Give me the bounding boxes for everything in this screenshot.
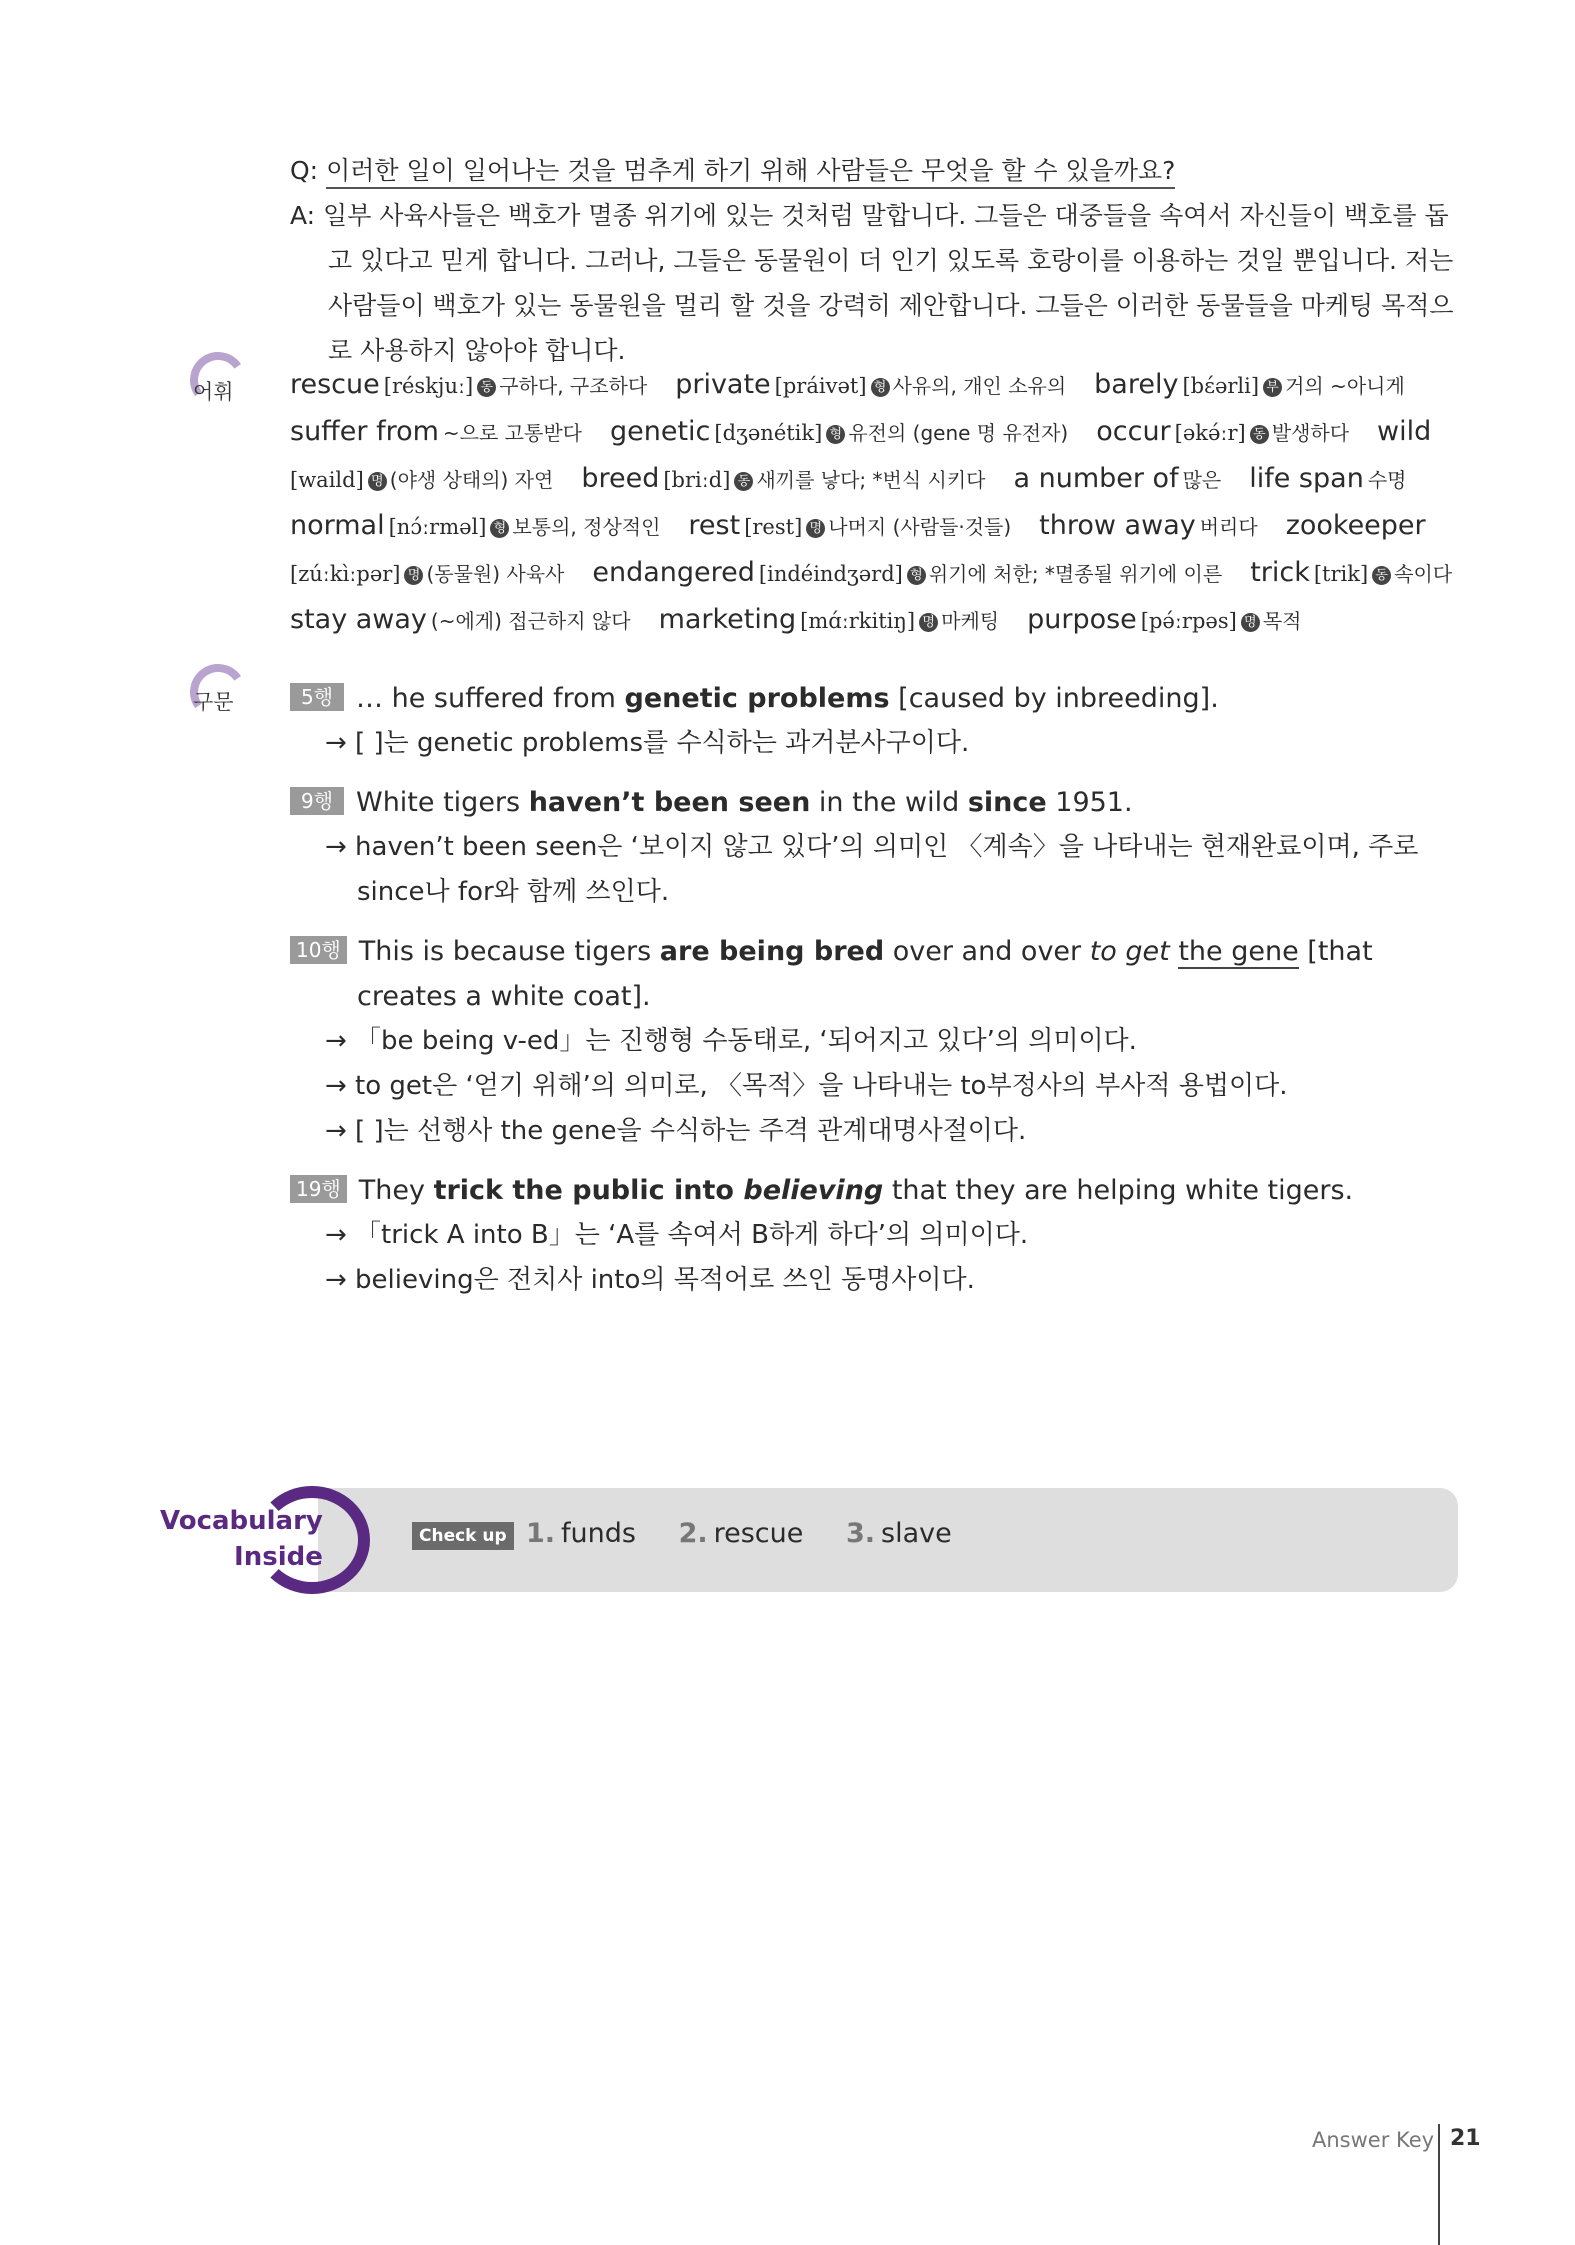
vocab-row: [290, 362, 1470, 409]
vocab-pos-icon: 형: [490, 519, 509, 538]
vocab-word: breed: [581, 463, 660, 494]
bold-text: are being bred: [659, 936, 885, 967]
vocab-phonetic: [bɛ́ərli]: [1182, 374, 1260, 398]
vocab-meaning: (동물원) 사육사: [426, 562, 565, 586]
vocab-phonetic: [rest]: [744, 515, 803, 539]
vocab-row: [290, 597, 1470, 644]
vocab-meaning: 구하다, 구조하다: [499, 374, 648, 398]
vocab-phonetic: [nɔ́ːrməl]: [388, 515, 487, 539]
vocab-inside-title: [160, 1503, 323, 1575]
answer-word: slave: [881, 1518, 952, 1549]
question: [290, 148, 1460, 193]
vocab-word: life span: [1249, 463, 1364, 494]
page-number: 21: [1450, 2126, 1481, 2151]
grammar-note: → to get은 ‘얻기 위해’의 의미로, 〈목적〉을 나타내는 to부정사의 부사적 용법이다.: [325, 1071, 1288, 1101]
line-number-tag: 10행: [290, 936, 347, 964]
check-up-answers: [526, 1518, 986, 1549]
grammar-sentence: [290, 1168, 1470, 1213]
vocab-word: suffer from: [290, 416, 439, 447]
vocab-meaning: 속이다: [1394, 562, 1453, 586]
vocab-pos-icon: 동: [477, 378, 496, 397]
grammar-sentence: [290, 780, 1470, 825]
line-number-tag: 9행: [290, 787, 344, 815]
vocab-inside-title-line1: Vocabulary: [160, 1506, 323, 1536]
vocab-row: [290, 409, 1470, 456]
bold-text: genetic problems: [624, 683, 890, 714]
answer-text: 일부 사육사들은 백호가 멸종 위기에 있는 것처럼 말합니다. 그들은 대중들을 속여서 자신들이 백호를 돕고 있다고 믿게 합니다. 그러나, 그들은 동물원이 더 인기 있도록 호랑이를 이용하는 것일 뿐입니다. 저는 사람들이 백호가 있는 동물원을 멀리 할 것을 강력히 제안합니다. 그들은 이러한 동물들을 마케팅 목적으로 사용하지 않아야 합니다.: [323, 201, 1454, 365]
answer-number: 2.: [678, 1518, 708, 1549]
vocab-word: rescue: [290, 369, 380, 400]
vocab-meaning: 목적: [1262, 609, 1302, 633]
vocab-phonetic: [réskjuː]: [383, 374, 474, 398]
vocab-phonetic: [waild]: [290, 468, 364, 492]
vocab-word: genetic: [609, 416, 711, 447]
grammar-note: → believing은 전치사 into의 목적어로 쓰인 동명사이다.: [325, 1265, 975, 1295]
vocab-inside-title-line2: Inside: [234, 1542, 323, 1572]
vocab-pos-icon: 형: [871, 378, 890, 397]
vocab-phonetic: [zúːkìːpər]: [290, 562, 401, 586]
grammar-item: [290, 676, 1470, 766]
bold-text: trick the public into: [433, 1175, 744, 1206]
vocab-word: purpose: [1027, 604, 1137, 635]
vocab-meaning: 새끼를 낳다; *번식 시키다: [756, 468, 986, 492]
vocab-word: occur: [1096, 416, 1171, 447]
answer-prefix: A:: [290, 201, 324, 230]
vocab-pos-icon: 명: [806, 519, 825, 538]
vocab-meaning: 수명: [1367, 468, 1407, 492]
vocab-word: barely: [1094, 369, 1179, 400]
footer-label: Answer Key: [1312, 2128, 1435, 2152]
footer-divider: [1438, 2124, 1440, 2245]
vocab-meaning: 사유의, 개인 소유의: [892, 374, 1067, 398]
sentence-text: They: [358, 1175, 434, 1206]
line-number-tag: 19행: [290, 1175, 347, 1203]
vocab-pos-icon: 형: [826, 425, 845, 444]
line-number-tag: 5행: [290, 683, 344, 711]
vocab-pos-icon: 명: [368, 472, 387, 491]
question-prefix: Q:: [290, 156, 327, 185]
vocab-phonetic: [práivət]: [774, 374, 867, 398]
grammar-sentence: [290, 929, 1470, 1019]
grammar-note: → [ ]는 선행사 the gene을 수식하는 주격 관계대명사절이다.: [325, 1116, 1027, 1146]
italic-text: to get: [1089, 936, 1170, 967]
answer-number: 3.: [845, 1518, 876, 1549]
vocab-pos-icon: 명: [919, 613, 938, 632]
grammar-note: → [ ]는 genetic problems를 수식하는 과거분사구이다.: [325, 728, 970, 758]
vocab-row: [290, 456, 1470, 503]
vocab-meaning: 많은: [1182, 468, 1222, 492]
vocab-meaning: 마케팅: [941, 609, 1000, 633]
vocab-word: endangered: [592, 557, 755, 588]
sentence-text: over and over: [884, 936, 1090, 967]
answer: [290, 193, 1460, 373]
vocab-meaning: (야생 상태의) 자연: [389, 468, 554, 492]
vocab-word: throw away: [1039, 510, 1196, 541]
sentence-text: that they are helping white tigers.: [883, 1175, 1354, 1206]
vocab-phonetic: [trik]: [1313, 562, 1369, 586]
vocab-phonetic: [pə́ːrpəs]: [1140, 609, 1237, 633]
vocab-word: normal: [290, 510, 385, 541]
grammar-item: [290, 929, 1470, 1154]
vocab-pos-icon: 형: [907, 566, 926, 585]
vocab-meaning: 보통의, 정상적인: [512, 515, 661, 539]
vocab-word: trick: [1250, 557, 1310, 588]
vocab-meaning: 유전의 (gene 명 유전자): [848, 421, 1069, 445]
grammar-note: → 「be being v-ed」는 진행형 수동태로, ‘되어지고 있다’의 의미이다.: [325, 1026, 1137, 1056]
vocab-word: marketing: [658, 604, 797, 635]
grammar-item: [290, 780, 1470, 915]
sentence-text: in the wild: [810, 787, 968, 818]
grammar-item: [290, 1168, 1470, 1303]
vocab-row: [290, 550, 1470, 597]
answer-number: 1.: [526, 1518, 556, 1549]
underlined-text: the gene: [1178, 936, 1299, 967]
vocab-meaning: 위기에 처한; *멸종될 위기에 이른: [928, 562, 1223, 586]
vocab-pos-icon: 명: [1241, 613, 1260, 632]
check-up-badge: Check up: [412, 1522, 514, 1550]
sentence-text: White tigers: [356, 787, 529, 818]
vocab-pos-icon: 동: [734, 472, 753, 491]
vocab-phonetic: [dʒənétik]: [714, 421, 823, 445]
question-text: 이러한 일이 일어나는 것을 멈추게 하기 위해 사람들은 무엇을 할 수 있을까요?: [326, 156, 1175, 189]
grammar-note: → 「trick A into B」는 ‘A를 속여서 B하게 하다’의 의미이다.: [325, 1220, 1029, 1250]
sentence-text: … he suffered from: [356, 683, 625, 714]
grammar-sentence: [290, 676, 1470, 721]
vocab-meaning: ~으로 고통받다: [442, 421, 582, 445]
vocab-word: wild: [1377, 416, 1432, 447]
vocab-meaning: 나머지 (사람들·것들): [828, 515, 1012, 539]
grammar-note: → haven’t been seen은 ‘보이지 않고 있다’의 의미인 〈계속〉을 나타내는 현재완료이며, 주로 since나 for와 함께 쓰인다.: [325, 832, 1419, 907]
vocab-meaning: 버리다: [1199, 515, 1258, 539]
bold-italic-text: believing: [743, 1175, 884, 1206]
vocab-pos-icon: 동: [1372, 566, 1391, 585]
vocab-phonetic: [mɑ́ːrkitiŋ]: [800, 609, 916, 633]
vocab-list: [290, 362, 1470, 644]
vocab-pos-icon: 동: [1250, 425, 1269, 444]
sentence-text: This is because tigers: [358, 936, 660, 967]
vocab-phonetic: [indéindʒərd]: [758, 562, 903, 586]
vocab-label: 어휘: [193, 380, 234, 404]
sentence-text: [caused by inbreeding].: [889, 683, 1219, 714]
answer-word: funds: [561, 1518, 636, 1549]
grammar-label: 구문: [193, 690, 234, 714]
answer-word: rescue: [713, 1518, 804, 1549]
sentence-text: 1951.: [1046, 787, 1133, 818]
vocab-pos-icon: 명: [404, 566, 423, 585]
vocab-word: a number of: [1013, 463, 1179, 494]
bold-text: since: [967, 787, 1047, 818]
vocab-phonetic: [briːd]: [663, 468, 731, 492]
vocab-word: zookeeper: [1285, 510, 1426, 541]
vocab-phonetic: [əkə́ːr]: [1174, 421, 1246, 445]
grammar-list: [290, 676, 1470, 1317]
vocab-row: [290, 503, 1470, 550]
vocab-meaning: 발생하다: [1271, 421, 1350, 445]
vocab-word: stay away: [290, 604, 427, 635]
sentence-text: [that creates a white coat].: [357, 936, 1373, 1012]
vocab-word: rest: [688, 510, 741, 541]
vocab-pos-icon: 부: [1263, 378, 1282, 397]
bold-text: haven’t been seen: [528, 787, 811, 818]
vocab-meaning: 거의 ~아니게: [1285, 374, 1405, 398]
vocab-meaning: (~에게) 접근하지 않다: [430, 609, 631, 633]
vocab-word: private: [675, 369, 771, 400]
qa-block: [290, 148, 1460, 373]
